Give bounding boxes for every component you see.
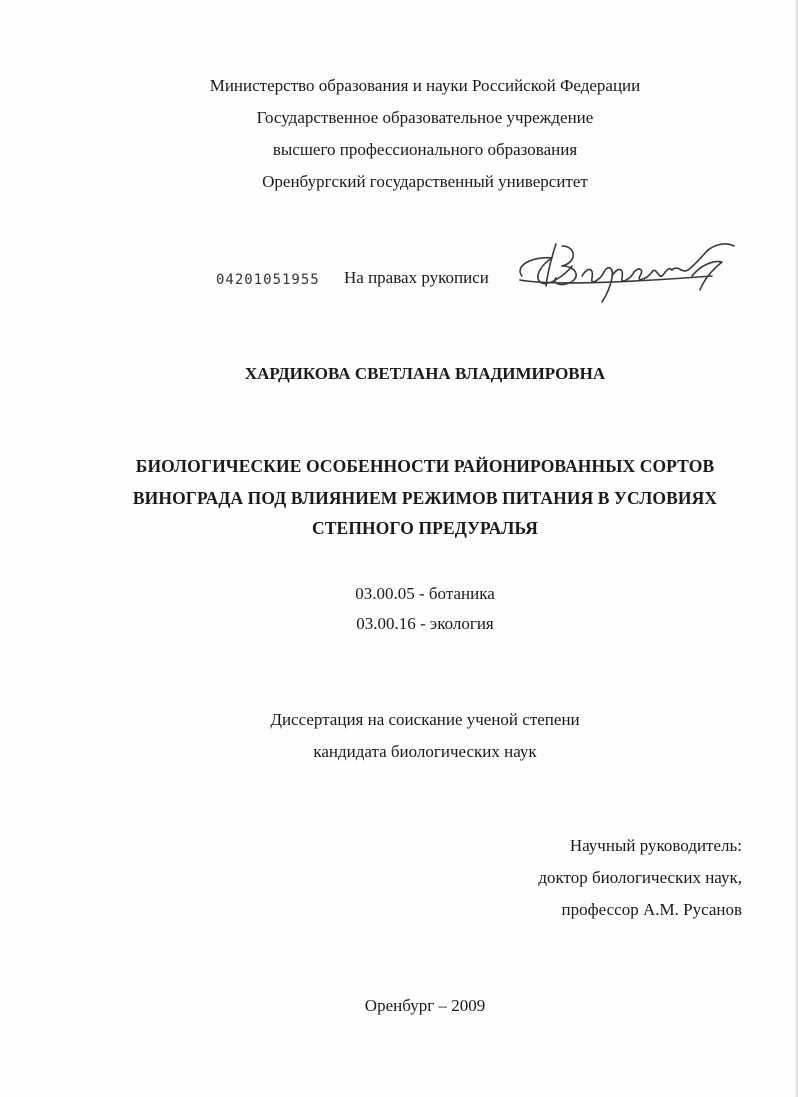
supervisor-name: профессор А.М. Русанов [561,900,742,919]
university-name-line: Оренбургский государственный университет [262,172,588,191]
degree-line-2: кандидата биологических наук [313,742,537,761]
registration-number: 04201051955 [216,272,320,288]
institution-type-line: Государственное образовательное учреждение [256,108,594,127]
place-and-year: Оренбург – 2009 [364,996,486,1015]
thesis-title-line-3: СТЕПНОГО ПРЕДУРАЛЬЯ [312,518,538,538]
scan-edge-shadow [794,0,798,1097]
supervisor-label: Научный руководитель: [569,836,742,855]
supervisor-degree: доктор биологических наук, [538,868,742,887]
author-name: ХАРДИКОВА СВЕТЛАНА ВЛАДИМИРОВНА [244,364,606,383]
ministry-line: Министерство образования и науки Российской Федерации [209,76,641,95]
manuscript-rights-label: На правах рукописи [344,268,489,287]
specialty-ecology: 03.00.16 - экология [356,614,494,633]
author-signature [512,236,742,306]
education-level-line: высшего профессионального образования [272,140,578,159]
thesis-title-line-1: БИОЛОГИЧЕСКИЕ ОСОБЕННОСТИ РАЙОНИРОВАННЫХ СОРТОВ [135,456,715,476]
degree-line-1: Диссертация на соискание ученой степени [270,710,580,729]
thesis-title-line-2: ВИНОГРАДА ПОД ВЛИЯНИЕМ РЕЖИМОВ ПИТАНИЯ В УСЛОВИЯХ [132,488,718,508]
specialty-botany: 03.00.05 - ботаника [355,584,495,603]
